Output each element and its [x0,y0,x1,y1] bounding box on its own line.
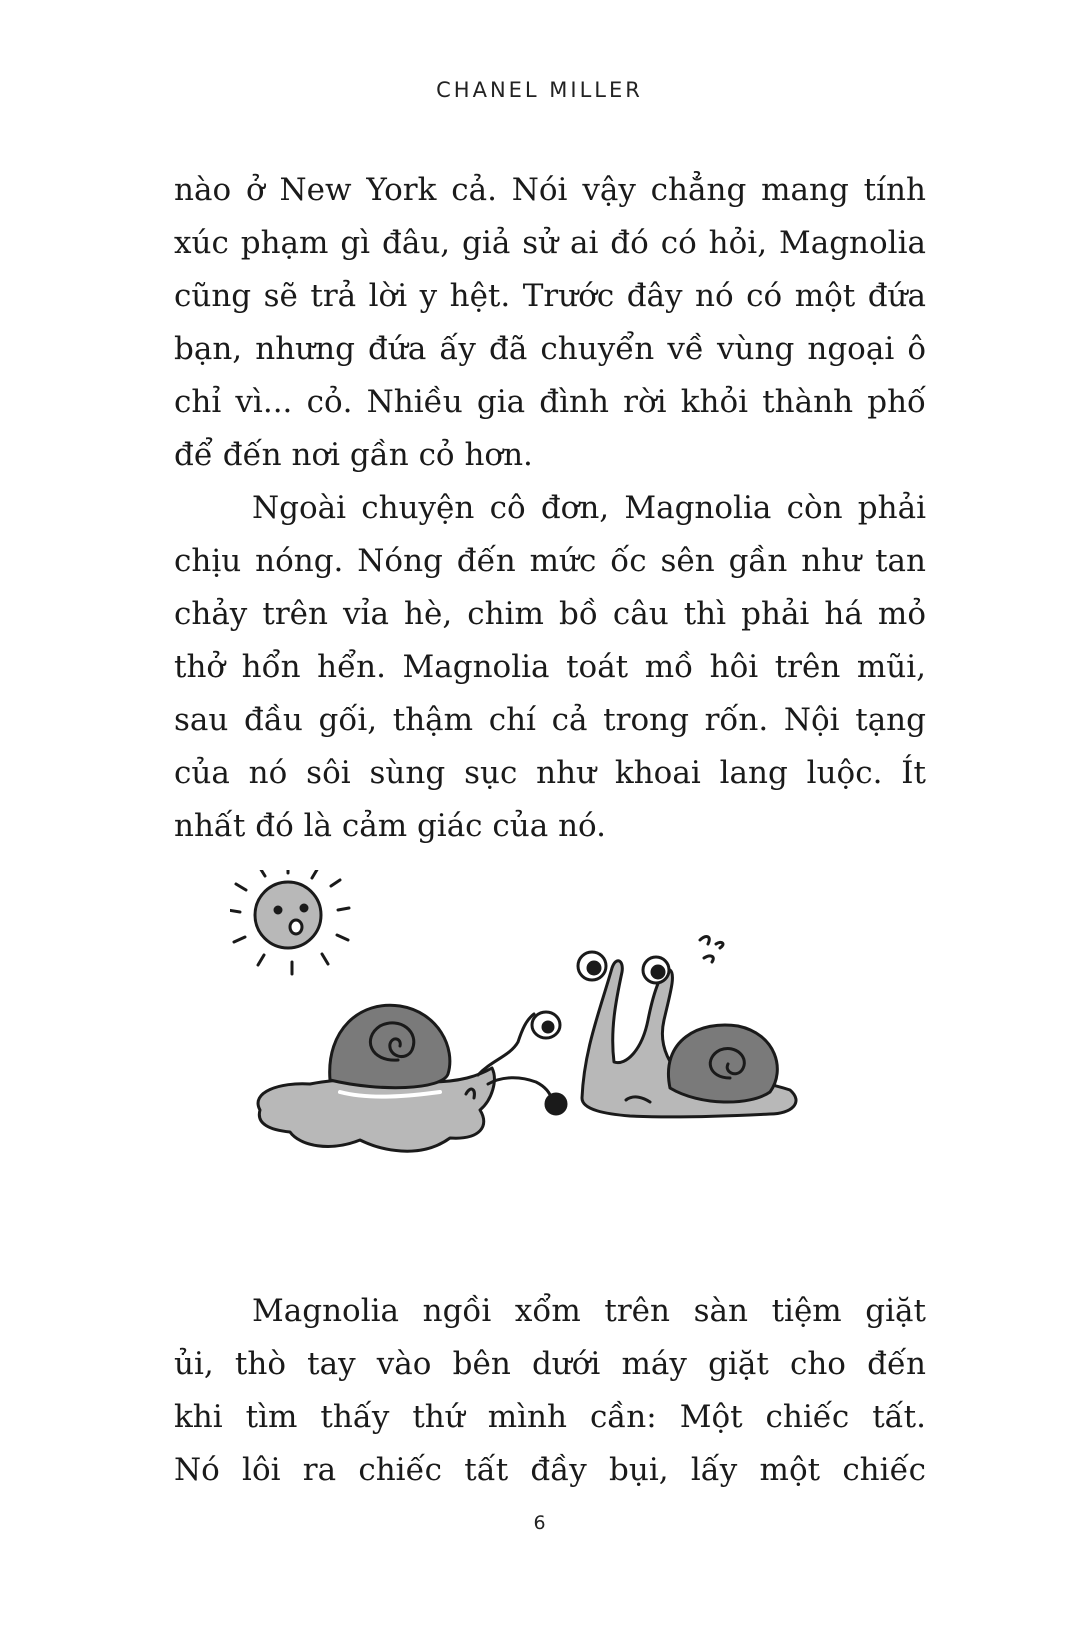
snail-illustration [230,870,870,1230]
startled-snail-icon [578,937,796,1117]
text-line: của nó sôi sùng sục như khoai lang luộc. Ít [174,755,926,791]
text-line: chảy trên vỉa hè, chim bồ câu thì phải há mỏ [174,596,926,632]
text-line: Nó lôi ra chiếc tất đầy bụi, lấy một chiếc [174,1452,926,1488]
text-line: cũng sẽ trả lời y hệt. Trước đây nó có một đứa [174,278,926,314]
body-text-bottom [174,1285,926,1497]
text-line: để đến nơi gần cỏ hơn. [174,437,533,473]
text-line: bạn, nhưng đứa ấy đã chuyển về vùng ngoại ô [174,331,926,367]
sun-icon [230,870,349,974]
text-line: nào ở New York cả. Nói vậy chẳng mang tính [174,172,926,208]
running-head-author: CHANEL MILLER [436,78,643,102]
text-line: sau đầu gối, thậm chí cả trong rốn. Nội tạng [174,702,926,738]
text-line: ủi, thò tay vào bên dưới máy giặt cho đến [174,1346,926,1382]
text-line: chỉ vì... cỏ. Nhiều gia đình rời khỏi thành phố [174,384,926,420]
text-line: thở hổn hển. Magnolia toát mồ hôi trên mũi, [174,649,926,685]
text-line: chịu nóng. Nóng đến mức ốc sên gần như tan [174,543,926,579]
text-line: xúc phạm gì đâu, giả sử ai đó có hỏi, Magnolia [174,225,926,261]
page-number: 6 [533,1512,546,1534]
body-text-top [174,164,926,853]
text-line: nhất đó là cảm giác của nó. [174,808,607,844]
text-line: Magnolia ngồi xổm trên sàn tiệm giặt [252,1293,926,1329]
text-line: Ngoài chuyện cô đơn, Magnolia còn phải [252,490,926,526]
text-line: khi tìm thấy thứ mình cần: Một chiếc tất. [174,1399,926,1435]
melting-snail-icon [258,1005,566,1151]
